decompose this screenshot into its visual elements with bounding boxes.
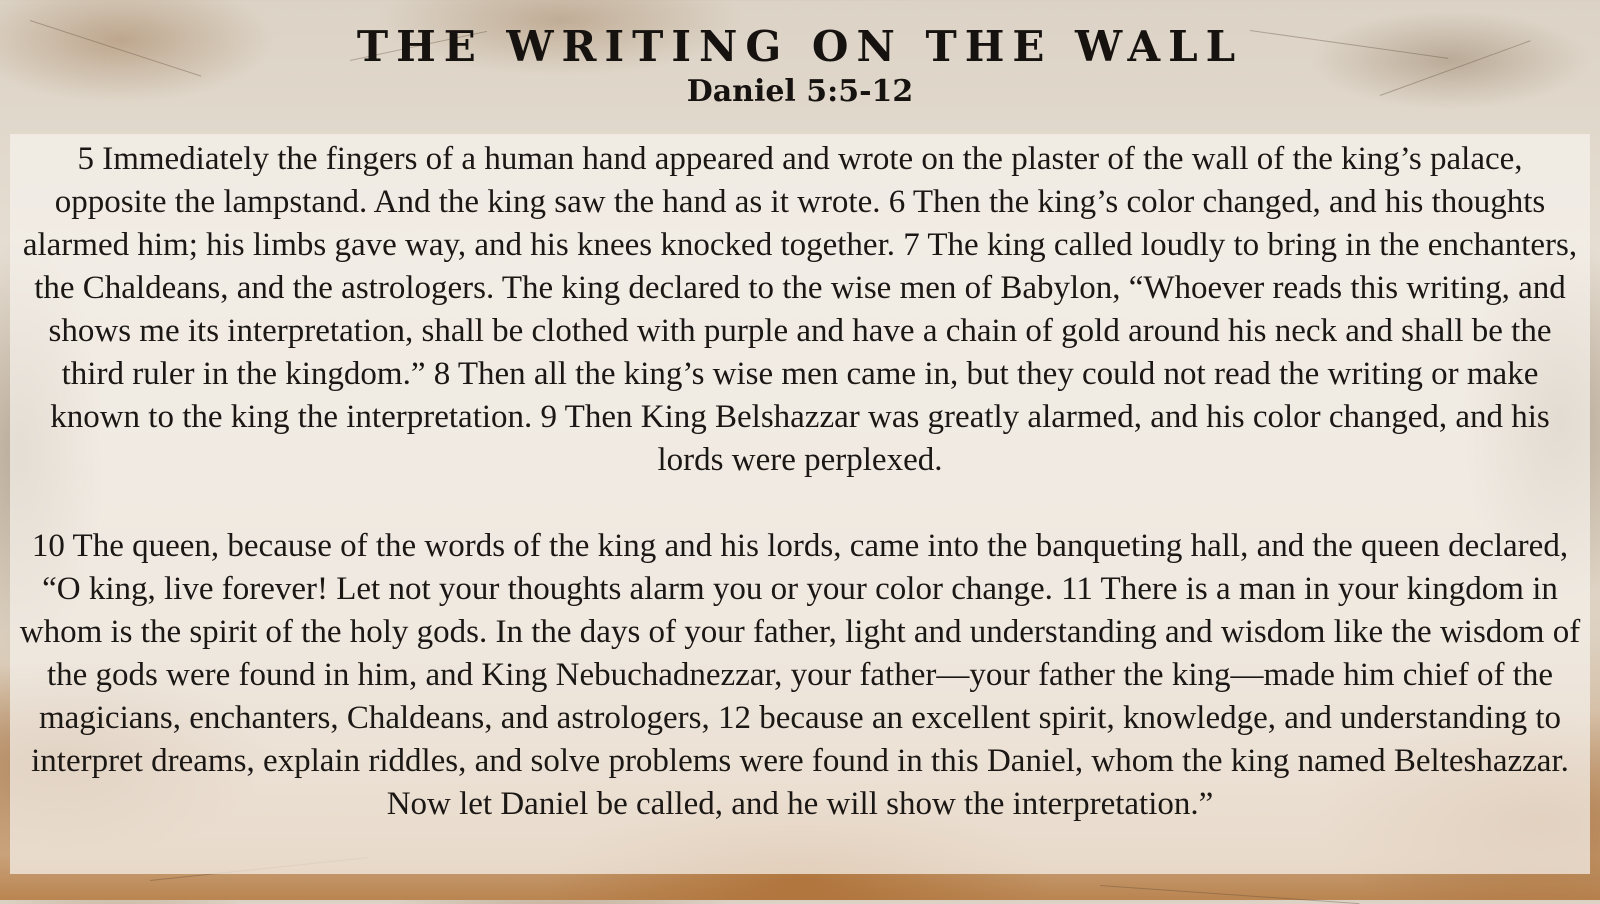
scripture-reference: Daniel 5:5-12: [686, 74, 914, 109]
scripture-paragraph: 5 Immediately the fingers of a human hand appeared and wrote on the plaster of the wall of the king’s palace, opposite the lampstand. And the king saw the hand as it wrote. 6 Then the king’s color changed, and his thoughts alarmed him; his limbs gave way, and his knees knocked together. 7 The king called loudly to bring in the enchanters, the Chaldeans, and the astrologers. The king declared to the wise men of Babylon, “Whoever reads this writing, and shows me its interpretation, shall be clothed with purple and have a chain of gold around his neck and shall be the third ruler in the kingdom.” 8 Then all the king’s wise men came in, but they could not read the writing or make known to the king the interpretation. 9 Then King Belshazzar was greatly alarmed, and his color changed, and his lords were perplexed.: [22, 141, 1578, 478]
wall-crack: [1100, 885, 1359, 904]
scripture-paragraph: 10 The queen, because of the words of the king and his lords, came into the banqueting hall, and the queen declared, “O king, live forever! Let not your thoughts alarm you or your color change. 11 There is a man in your kingdom in whom is the spirit of the holy gods. In the days of your father, light and understanding and wisdom like the wisdom of the gods were found in him, and King Nebuchadnezzar, your father—your father the king—made him chief of the magicians, enchanters, Chaldeans, and astrologers, 12 because an excellent spirit, knowledge, and understanding to interpret dreams, explain riddles, and solve problems were found in this Daniel, whom the king named Belteshazzar. Now let Daniel be called, and he will show the interpretation.”: [19, 528, 1581, 822]
slide-title: THE WRITING ON THE WALL: [356, 22, 1244, 71]
scripture-text-panel: [10, 134, 1590, 874]
title-block: [0, 22, 1600, 112]
